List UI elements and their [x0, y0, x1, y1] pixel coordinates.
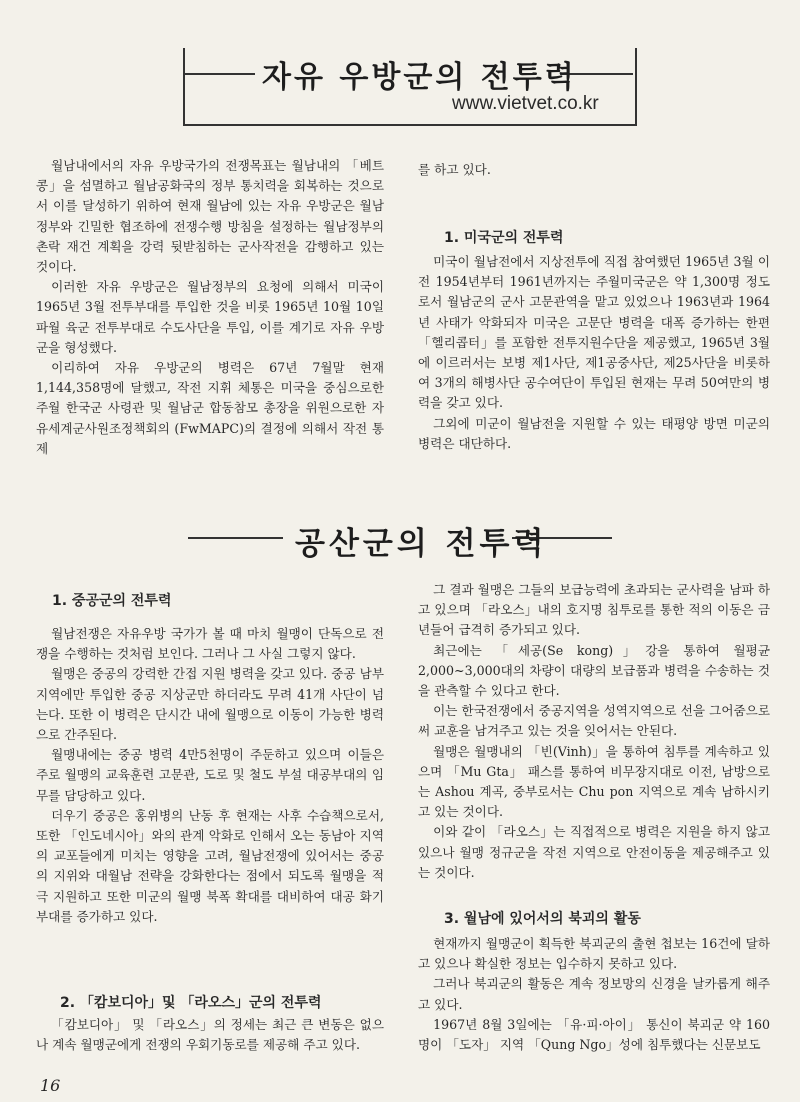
- paragraph: 1967년 8월 3일에는 「유·피·아이」 통신이 북괴군 약 160명이 「도자」 지역 「Qung Ngo」성에 침투했다는 신문보도: [418, 1016, 770, 1053]
- cambodia-laos-heading: 2. 「캄보디아」및 「라오스」군의 전투력: [60, 995, 322, 1011]
- paragraph: 미국이 월남전에서 지상전투에 직접 참여했던 1965년 3월 이전 1954년부터 1961년까지는 주월미국군은 약 1,300명 정도로서 월남군의 군사 고문관역을 맡고 있었으나 1963년과 1964년 사태가 악화되자 미국은 고문단 병력을 대폭 증가하는 한편 「헬리콥터」를 포함한 전투지원수단을 제공했고, 1965년 3월에 이르러서는 보병 제1사단, 제1공중사단, 제25사단을 비롯하여 3개의 해병사단 공수여단이 투입된 현재는 무려 50여만의 병력을 갖고 있다.: [418, 254, 770, 411]
- paragraph: 월맹은 월맹내의 「빈(Vinh)」을 통하여 침투를 계속하고 있으며 「Mu Gta」 패스를 통하여 비무장지대로 이전, 남방으로는 Ashou 계곡, 중부로서는 Chu pon 지역으로 계속 남하시키고 있는 것이다.: [418, 743, 770, 820]
- website-watermark: www.vietvet.co.kr: [452, 93, 599, 114]
- paragraph: 월맹은 중공의 강력한 간접 지원 병력을 갖고 있다. 중공 남부지역에만 투입한 중공 지상군만 하더라도 무려 41개 사단이 넘는다. 또한 이 병력은 단시간 내에 월맹으로 이동이 가능한 병력으로 간주된다.: [36, 666, 384, 743]
- china-forces-heading: 1. 중공군의 전투력: [52, 593, 172, 609]
- section1-left-column: [36, 156, 384, 459]
- paragraph: 를 하고 있다.: [418, 162, 491, 177]
- section1-right-continuation: [418, 160, 770, 180]
- paragraph: 이러한 자유 우방군은 월남정부의 요청에 의해서 미국이 1965년 3월 전투부대를 투입한 것을 비롯 1965년 10월 10일 파월 육군 전투부대로 수도사단을 투입, 이를 계기로 자유 우방군을 형성했다.: [36, 279, 384, 355]
- paragraph: 그러나 북괴군의 활동은 계속 정보망의 신경을 날카롭게 해주고 있다.: [418, 976, 770, 1012]
- section2-rule-left: [188, 537, 283, 539]
- north-korea-heading: 3. 월남에 있어서의 북괴의 활동: [444, 911, 641, 927]
- paragraph: 이는 한국전쟁에서 중공지역을 성역지역으로 선을 그어줌으로써 교훈을 남겨주고 있는 것을 잊어서는 안된다.: [418, 703, 770, 739]
- paragraph: 월남내에서의 자유 우방국가의 전쟁목표는 월남내의 「베트콩」을 섬멸하고 월남공화국의 정부 통치력을 회복하는 것으로서 이를 달성하기 위하여 현재 월남에 있는 자유 우방군은 월남정부와 긴밀한 협조하에 전쟁수행 방침을 설정하는 월남정부의 촌락 재건 계획을 강력 뒷받침하는 군사작전을 감행하고 있는 것이다.: [36, 158, 384, 275]
- cambodia-laos-column: [36, 1015, 384, 1055]
- paragraph: 월맹내에는 중공 병력 4만5천명이 주둔하고 있으며 이들은 주로 월맹의 교육훈련 고문관, 도로 및 철도 부설 대공부대의 임무를 담당하고 있다.: [36, 747, 384, 803]
- us-forces-heading: 1. 미국군의 전투력: [444, 230, 564, 246]
- paragraph: 더우기 중공은 홍위병의 난동 후 현재는 사후 수습책으로서, 또한 「인도네시아」와의 관계 악화로 인해서 오는 동남아 지역의 교포들에게 미치는 영향을 고려, 월남전쟁에 있어서는 중공의 지위와 대월남 전략을 강화한다는 점에서 되도록 월맹을 적극 지원하고 또한 미군의 월맹 북폭 확대를 대비하여 대공 화기부대를 증가하고 있다.: [36, 807, 384, 924]
- paragraph: 현재까지 월맹군이 획득한 북괴군의 출현 첩보는 16건에 달하고 있으나 확실한 정보는 입수하지 못하고 있다.: [418, 936, 770, 972]
- page-number: 16: [40, 1076, 61, 1095]
- section2-right-column: [418, 580, 770, 883]
- paragraph: 「캄보디아」 및 「라오스」의 정세는 최근 큰 변동은 없으나 계속 월맹군에게 전쟁의 우회기동로를 제공해 주고 있다.: [36, 1017, 384, 1053]
- section2-title: 공산군의 전투력: [295, 526, 548, 562]
- north-korea-column: [418, 934, 770, 1055]
- paragraph: 최근에는 「세공(Se kong)」강을 통하여 월평균 2,000~3,000대의 차량이 대량의 보급품과 병력을 수송하는 것을 관측할 수 있다고 한다.: [418, 642, 770, 699]
- paragraph: 그외에 미군이 월남전을 지원할 수 있는 태평양 방면 미군의 병력은 대단하다.: [418, 415, 770, 451]
- paragraph: 월남전쟁은 자유우방 국가가 볼 때 마치 월맹이 단독으로 전쟁을 수행하는 것처럼 보인다. 그러나 그 사실 그렇지 않다.: [36, 626, 384, 662]
- paragraph: 그 결과 월맹은 그들의 보급능력에 초과되는 군사력을 남파 하고 있으며 「라오스」내의 호지명 침투로를 통한 적의 이동은 금년들어 급격히 증가되고 있다.: [418, 582, 770, 638]
- page-title: 자유 우방군의 전투력: [262, 60, 577, 95]
- paragraph: 이와 같이 「라오스」는 직접적으로 병력은 지원을 하지 않고 있으나 월맹 정규군을 작전 지역으로 안전이동을 제공해주고 있는 것이다.: [418, 824, 770, 880]
- paragraph: 이리하여 자유 우방군의 병력은 67년 7월말 현재 1,144,358명에 달했고, 작전 지휘 체통은 미국을 중심으로한 주월 한국군 사령관 및 월남군 합동참모 총장을 위원으로한 자유세계군사원조정책회의 (FwMAPC)의 결정에 의해서 작전 통제: [36, 360, 384, 456]
- china-forces-column: [36, 624, 384, 927]
- us-forces-column: [418, 252, 770, 454]
